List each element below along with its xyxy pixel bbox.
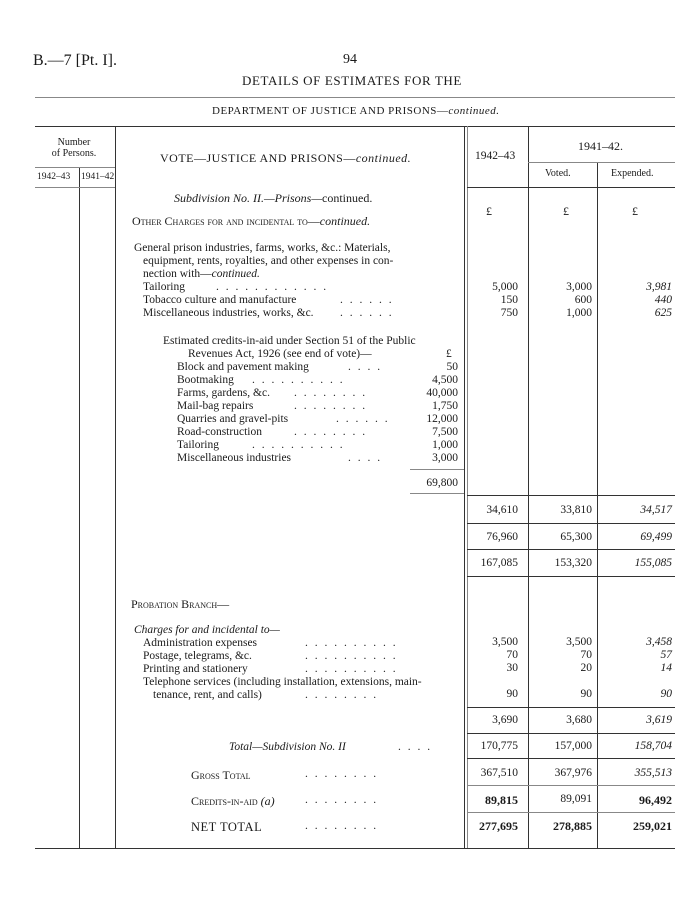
- dot-leader: . . . . . .: [340, 294, 394, 306]
- industries-line-2: equipment, rents, royalties, and other expenses in con-: [143, 255, 394, 267]
- amount-expended: 57: [660, 649, 672, 661]
- amount-1942: 90: [506, 688, 518, 700]
- net-total-label: NET TOTAL: [191, 820, 263, 834]
- page-subtitle: DEPARTMENT OF JUSTICE AND PRISONS—continued.: [212, 105, 500, 117]
- amount-1942: 30: [506, 662, 518, 674]
- amount-voted: 70: [580, 649, 592, 661]
- dot-leader: . . . . . . . . . .: [252, 374, 345, 386]
- page-title: DETAILS OF ESTIMATES FOR THE: [242, 73, 462, 88]
- net-total-voted: 278,885: [553, 819, 592, 833]
- probation-row-label: tenance, rent, and calls): [153, 689, 262, 701]
- credit-row-label: Block and pavement making: [177, 361, 309, 373]
- subdivision-total-1942: 170,775: [480, 740, 518, 752]
- industries-line-1: General prison industries, farms, works, &c.: Materials,: [134, 242, 391, 254]
- year-header-b: 1941–42: [81, 172, 115, 182]
- subtotal-voted: 33,810: [560, 504, 592, 516]
- industries-line-3: nection with—continued.: [143, 268, 260, 280]
- estimate-1942-header: 1942–43: [475, 150, 516, 162]
- amount-voted: 20: [580, 662, 592, 674]
- credits-in-aid-1942: 89,815: [485, 793, 518, 807]
- subtotal-expended: 155,085: [634, 557, 672, 569]
- credit-amount: 40,000: [426, 387, 458, 399]
- subtotal-1942: 34,610: [486, 504, 518, 516]
- credit-amount: 4,500: [432, 374, 458, 386]
- amount-voted: 3,000: [566, 281, 592, 293]
- industry-row-label: Tailoring: [143, 281, 185, 293]
- dot-leader: . . . . . . . .: [294, 387, 368, 399]
- credit-amount: 1,000: [432, 439, 458, 451]
- year-1941-header: 1941–42.: [578, 139, 623, 153]
- dot-leader: . . . . . . . .: [305, 820, 379, 832]
- probation-row-label: Printing and stationery: [143, 663, 248, 675]
- dot-leader: . . . . . . . .: [294, 426, 368, 438]
- probation-row-label: Administration expenses: [143, 637, 258, 649]
- credits-pound-sign: £: [446, 348, 452, 360]
- dot-leader: . . . . . . . .: [305, 689, 379, 701]
- industry-row-label: Miscellaneous industries, works, &c.: [143, 307, 314, 319]
- dot-leader: . . . . . .: [336, 413, 390, 425]
- pound-sign-1942: £: [486, 204, 492, 218]
- voted-header: Voted.: [545, 168, 571, 179]
- credits-in-aid-expended: 96,492: [639, 793, 672, 807]
- gross-total-expended: 355,513: [634, 767, 672, 779]
- amount-1942: 5,000: [492, 281, 518, 293]
- probation-charges-heading: Charges for and incidental to—: [134, 624, 280, 636]
- dot-leader: . . . . . . . . . . . .: [216, 281, 329, 293]
- dot-leader: . . . . . . . . . .: [305, 637, 398, 649]
- subdivision-total-label: Total—Subdivision No. II: [229, 741, 346, 753]
- credit-row-label: Quarries and gravel-pits: [177, 413, 289, 425]
- probation-heading: Probation Branch—: [131, 597, 230, 611]
- subtotal-1942: 76,960: [486, 531, 518, 543]
- vote-title: VOTE—JUSTICE AND PRISONS—continued.: [160, 151, 412, 165]
- year-header-a: 1942–43: [37, 172, 71, 182]
- credit-row-label: Tailoring: [177, 439, 219, 451]
- subdivision-total-expended: 158,704: [634, 740, 672, 752]
- credit-row-label: Bootmaking: [177, 374, 234, 386]
- probation-row-label: Postage, telegrams, &c.: [143, 650, 252, 662]
- amount-expended: 14: [660, 662, 672, 674]
- credits-in-aid-label: Credits-in-aid (a): [191, 794, 275, 808]
- dot-leader: . . . . . . . .: [294, 400, 368, 412]
- probation-total-voted: 3,680: [566, 714, 592, 726]
- amount-expended: 625: [654, 307, 672, 319]
- gross-total-label: Gross Total: [191, 768, 251, 782]
- net-total-1942: 277,695: [479, 819, 518, 833]
- dot-leader: . . . .: [348, 452, 383, 464]
- industry-row-label: Tobacco culture and manufacture: [143, 294, 297, 306]
- credit-row-label: Miscellaneous industries: [177, 452, 292, 464]
- dot-leader: . . . .: [398, 741, 433, 753]
- probation-total-expended: 3,619: [646, 714, 672, 726]
- document-reference: B.—7 [Pt. I].: [33, 52, 117, 69]
- dot-leader: . . . . . . . .: [305, 768, 379, 780]
- amount-1942: 70: [506, 649, 518, 661]
- credit-amount: 7,500: [432, 426, 458, 438]
- credit-amount: 50: [446, 361, 458, 373]
- credits-total: 69,800: [426, 477, 458, 489]
- amount-voted: 3,500: [566, 636, 592, 648]
- credit-amount: 3,000: [432, 452, 458, 464]
- credit-amount: 1,750: [432, 400, 458, 412]
- probation-total-1942: 3,690: [492, 714, 518, 726]
- credits-line-2: Revenues Act, 1926 (see end of vote)—: [188, 348, 372, 360]
- credit-amount: 12,000: [426, 413, 458, 425]
- amount-voted: 1,000: [566, 307, 592, 319]
- subtotal-voted: 153,320: [554, 557, 592, 569]
- subtotal-1942: 167,085: [480, 557, 518, 569]
- amount-expended: 440: [654, 294, 672, 306]
- amount-expended: 3,458: [646, 636, 672, 648]
- expended-header: Expended.: [611, 168, 654, 179]
- number-of-persons-header: Number of Persons.: [51, 137, 97, 159]
- dot-leader: . . . . . . . . . .: [305, 663, 398, 675]
- credits-in-aid-voted: 89,091: [560, 793, 592, 805]
- amount-1942: 3,500: [492, 636, 518, 648]
- amount-expended: 90: [660, 688, 672, 700]
- amount-1942: 150: [500, 294, 518, 306]
- subtotal-expended: 34,517: [640, 504, 672, 516]
- credit-row-label: Mail-bag repairs: [177, 400, 254, 412]
- amount-expended: 3,981: [646, 281, 672, 293]
- amount-1942: 750: [500, 307, 518, 319]
- pound-sign-voted: £: [563, 204, 569, 218]
- dot-leader: . . . . . . . . . .: [305, 650, 398, 662]
- credits-line-1: Estimated credits-in-aid under Section 51 of the Public: [163, 335, 416, 347]
- page-number: 94: [343, 52, 357, 67]
- probation-row-label: Telephone services (including installation, extensions, main-: [143, 676, 422, 688]
- subdivision-total-voted: 157,000: [554, 740, 592, 752]
- subtotal-voted: 65,300: [560, 531, 592, 543]
- credit-row-label: Farms, gardens, &c.: [177, 387, 270, 399]
- gross-total-1942: 367,510: [480, 767, 518, 779]
- dot-leader: . . . . . . . . . .: [252, 439, 345, 451]
- gross-total-voted: 367,976: [554, 767, 592, 779]
- net-total-expended: 259,021: [633, 819, 672, 833]
- dot-leader: . . . .: [348, 361, 383, 373]
- other-charges-heading: Other Charges for and incidental to—continued.: [132, 214, 371, 228]
- subtotal-expended: 69,499: [640, 531, 672, 543]
- pound-sign-expended: £: [632, 204, 638, 218]
- subdivision-heading: Subdivision No. II.—Prisons—continued.: [174, 191, 373, 205]
- credit-row-label: Road-construction: [177, 426, 262, 438]
- amount-voted: 90: [580, 688, 592, 700]
- dot-leader: . . . . . . . .: [305, 794, 379, 806]
- dot-leader: . . . . . .: [340, 307, 394, 319]
- amount-voted: 600: [574, 294, 592, 306]
